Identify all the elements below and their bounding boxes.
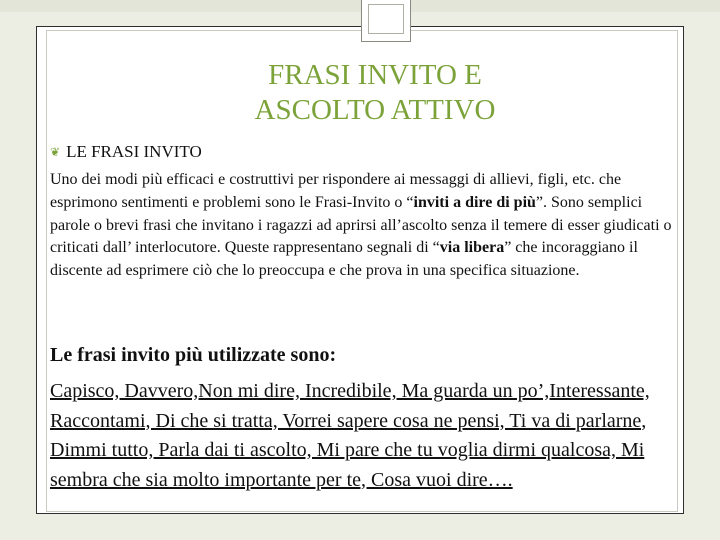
phrases-heading: Le frasi invito più utilizzate sono: bbox=[50, 344, 337, 366]
paragraph-part-3: ” che incoraggiano il discente ad esprimere ciò che lo preoccupa e che prova in una specifica situazione. bbox=[50, 239, 638, 280]
leaf-bullet-icon: ❦ bbox=[50, 144, 61, 159]
title-line-2: ASCOLTO ATTIVO bbox=[254, 94, 496, 126]
paragraph-part-2: ”. Sono semplici parole o brevi frasi che invitano i ragazzi ad aprirsi all’ascolto senza il temere di esser giudicati o criticati dall’ interlocutore. Queste rappresentano segnali di “ bbox=[50, 193, 672, 257]
top-band bbox=[0, 0, 720, 12]
section-label: LE FRASI INVITO bbox=[66, 142, 202, 161]
body-paragraph bbox=[50, 169, 680, 283]
title-line-1: FRASI INVITO E bbox=[268, 59, 482, 91]
slide-title bbox=[200, 58, 550, 128]
paragraph-bold-2: via libera bbox=[439, 239, 505, 257]
section-bullet bbox=[50, 142, 202, 162]
decorative-tab-inner bbox=[368, 4, 404, 34]
phrases-list: Capisco, Davvero,Non mi dire, Incredibile, Ma guarda un po’,Interessante, Raccontami, Di che si tratta, Vorrei sapere cosa ne pensi, Ti va di parlarne, Dimmi tutto, Parla dai ti ascolto, Mi pare che tu voglia dirmi qualcosa, Mi sembra che sia molto importante per te, Cosa vuoi dire…. bbox=[50, 380, 650, 491]
paragraph-bold-1: inviti a dire di più bbox=[413, 193, 536, 211]
paragraph-part-1: Uno dei modi più efficaci e costruttivi per rispondere ai messaggi di allievi, figli, etc. che esprimono sentimenti e problemi sono le Frasi-Invito o “ bbox=[50, 171, 622, 211]
